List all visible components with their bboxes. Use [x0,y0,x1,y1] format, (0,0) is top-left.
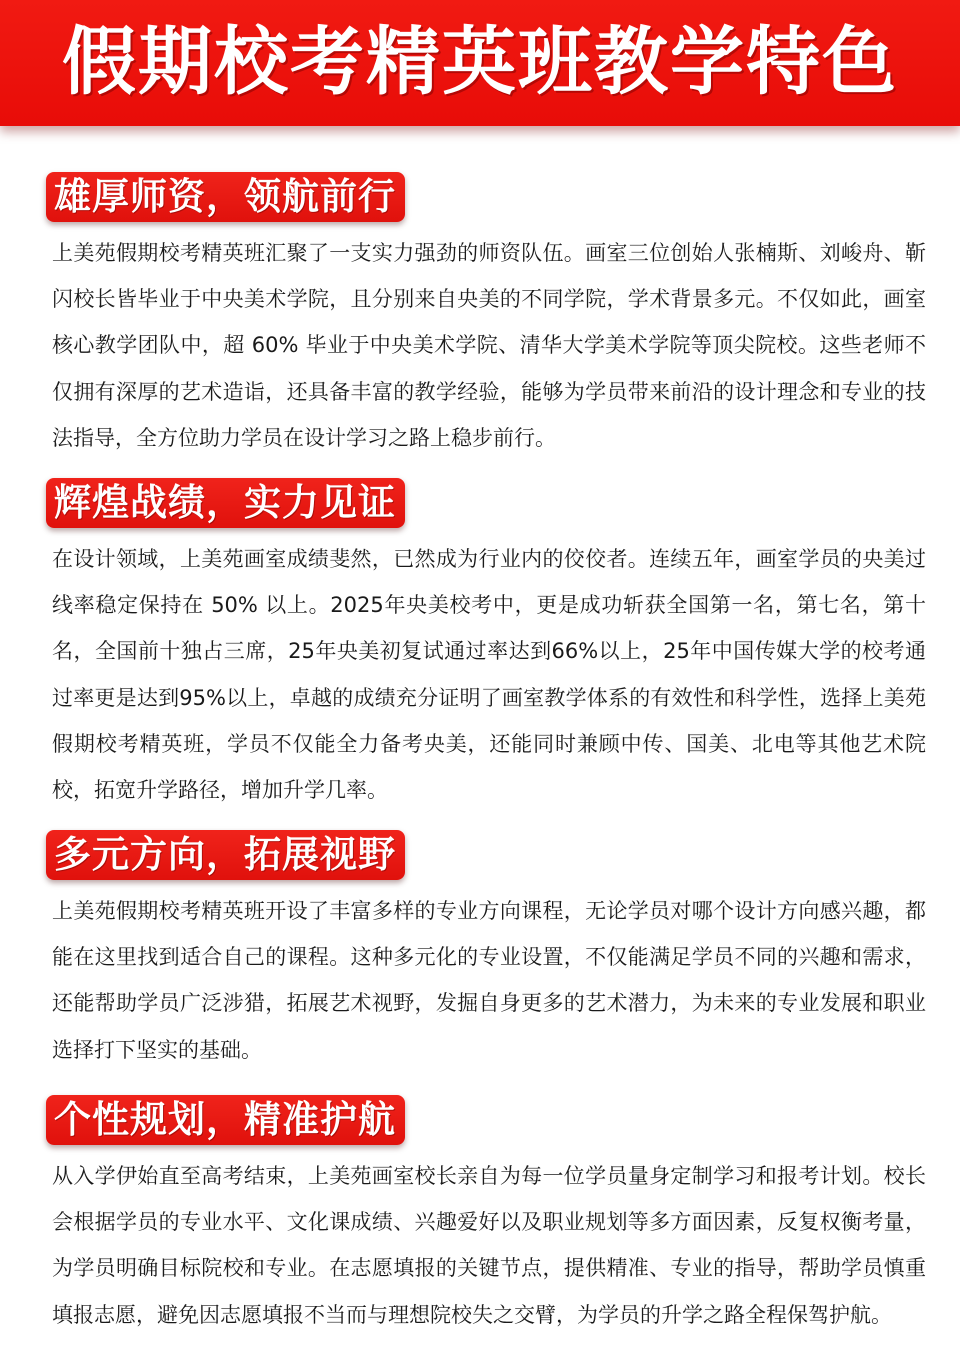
section-heading: 多元方向，拓展视野 [46,830,405,880]
section-heading: 个性规划，精准护航 [46,1095,405,1145]
section-planning [46,1095,926,1338]
section-body: 上美苑假期校考精英班汇聚了一支实力强劲的师资队伍。画室三位创始人张楠斯、刘峻舟、靳闪校长皆毕业于中央美术学院，且分别来自央美的不同学院，学术背景多元。不仅如此，画室核心教学团队中，超 60% 毕业于中央美术学院、清华大学美术学院等顶尖院校。这些老师不仅拥有深厚的艺术造诣，还具备丰富的教学经验，能够为学员带来前沿的设计理念和专业的技法指导，全方位助力学员在设计学习之路上稳步前行。 [52,241,926,450]
section-directions [46,830,926,1073]
title-banner [0,0,960,126]
section-achievements [46,478,926,813]
section-body: 在设计领域，上美苑画室成绩斐然，已然成为行业内的佼佼者。连续五年，画室学员的央美过线率稳定保持在 50% 以上。2025年央美校考中，更是成功斩获全国第一名，第七名，第十名，全国前十独占三席，25年央美初复试通过率达到66%以上，25年中国传媒大学的校考通过率更是达到95%以上，卓越的成绩充分证明了画室教学体系的有效性和科学性，选择上美苑假期校考精英班，学员不仅能全力备考央美，还能同时兼顾中传、国美、北电等其他艺术院校，拓宽升学路径，增加升学几率。 [52,547,926,803]
section-faculty [46,172,926,461]
section-body: 上美苑假期校考精英班开设了丰富多样的专业方向课程，无论学员对哪个设计方向感兴趣，都能在这里找到适合自己的课程。这种多元化的专业设置，不仅能满足学员不同的兴趣和需求，还能帮助学员广泛涉猎，拓展艺术视野，发掘自身更多的艺术潜力，为未来的专业发展和职业选择打下坚实的基础。 [52,899,926,1062]
page-title: 假期校考精英班教学特色 [62,19,898,105]
section-body: 从入学伊始直至高考结束，上美苑画室校长亲自为每一位学员量身定制学习和报考计划。校长会根据学员的专业水平、文化课成绩、兴趣爱好以及职业规划等多方面因素，反复权衡考量，为学员明确目标院校和专业。在志愿填报的关键节点，提供精准、专业的指导，帮助学员慎重填报志愿，避免因志愿填报不当而与理想院校失之交臂，为学员的升学之路全程保驾护航。 [52,1164,926,1327]
section-heading: 雄厚师资，领航前行 [46,172,405,222]
section-heading: 辉煌战绩，实力见证 [46,478,405,528]
